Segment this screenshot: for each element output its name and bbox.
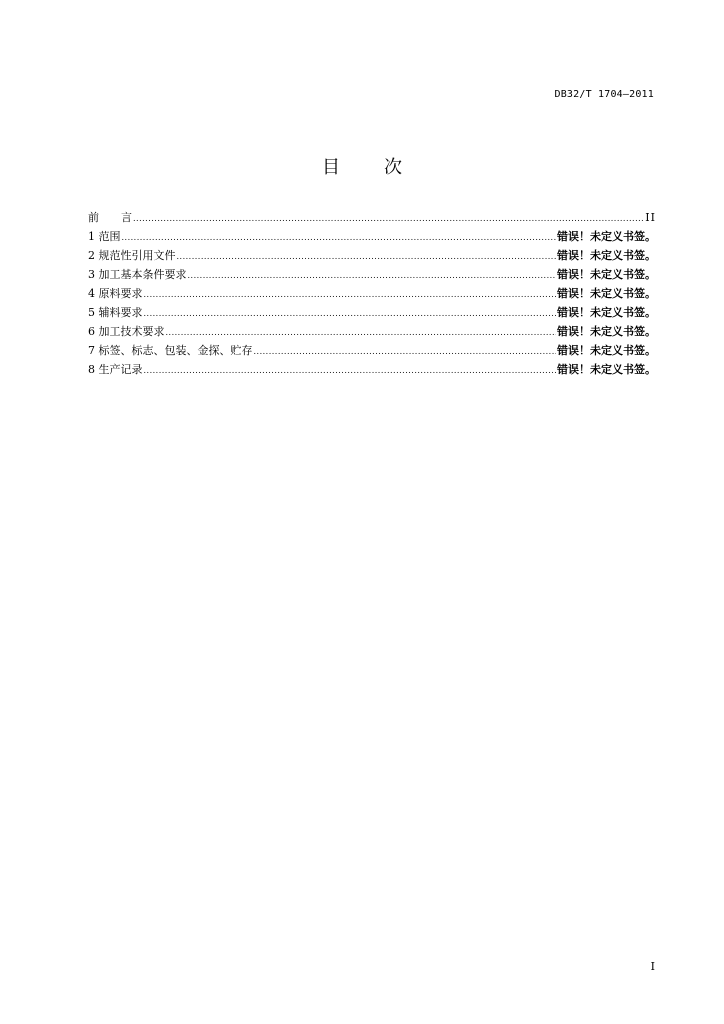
toc-entry-page: 错误！未定义书签。 (557, 268, 656, 281)
toc-leader-dots (188, 266, 557, 285)
toc-entry-page: 错误！未定义书签。 (557, 249, 656, 262)
toc-entry-page: 错误！未定义书签。 (557, 363, 656, 376)
toc-entry-label: 前 言 (88, 211, 132, 224)
toc-entry-label: 4 原料要求 (88, 287, 143, 300)
toc-entry-preface[interactable] (88, 208, 656, 227)
toc-entry-label: 8 生产记录 (88, 363, 143, 376)
toc-entry-label: 5 辅料要求 (88, 306, 143, 319)
toc-leader-dots (254, 342, 557, 361)
toc-leader-dots (144, 304, 557, 323)
toc-leader-dots (122, 228, 557, 247)
toc-entry[interactable] (88, 322, 656, 341)
toc-entry[interactable] (88, 227, 656, 246)
toc-entry[interactable] (88, 246, 656, 265)
toc-title-part1: 目 (322, 157, 340, 178)
toc-title-part2: 次 (384, 157, 402, 178)
toc-leader-dots (144, 285, 557, 304)
page-number: I (650, 960, 655, 973)
toc-leader-dots (177, 247, 557, 266)
toc-entry[interactable] (88, 341, 656, 360)
toc-entry-label: 6 加工技术要求 (88, 325, 165, 338)
toc-entry-page: II (645, 211, 656, 224)
toc-entry[interactable] (88, 284, 656, 303)
toc-entry-page: 错误！未定义书签。 (557, 306, 656, 319)
toc-entry-page: 错误！未定义书签。 (557, 344, 656, 357)
toc-entry-label: 1 范围 (88, 230, 121, 243)
toc-entry-label: 2 规范性引用文件 (88, 249, 176, 262)
toc-leader-dots (144, 361, 557, 380)
toc-leader-dots (166, 323, 557, 342)
toc-title (0, 153, 724, 179)
toc-entry-label: 7 标签、标志、包装、金探、贮存 (88, 344, 253, 357)
toc-entry[interactable] (88, 265, 656, 284)
toc-entry-page: 错误！未定义书签。 (557, 287, 656, 300)
document-code: DB32/T 1704—2011 (554, 89, 654, 100)
toc-leader-dots (133, 209, 644, 228)
table-of-contents (88, 208, 656, 379)
toc-entry-page: 错误！未定义书签。 (557, 230, 656, 243)
toc-entry[interactable] (88, 303, 656, 322)
toc-entry[interactable] (88, 360, 656, 379)
toc-entry-page: 错误！未定义书签。 (557, 325, 656, 338)
toc-entry-label: 3 加工基本条件要求 (88, 268, 187, 281)
